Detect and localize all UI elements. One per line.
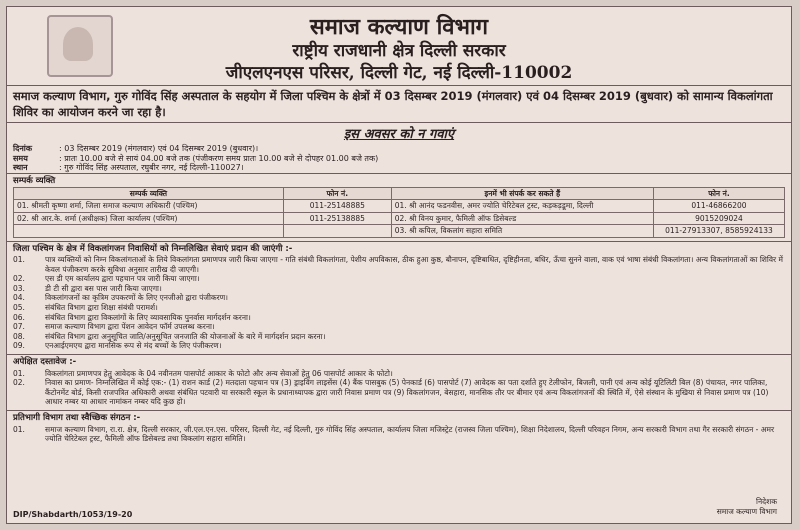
item-text: पात्र व्यक्तियों को निम्न विकलांगताओं के लिये विकलांगता प्रमाणपत्र जारी किया जाएगा - गति संबंधी विकलांगता, पेशीय अपविकास, ठीक हुआ कुष्ठ, बौनापन, दृष्टिबाधित, दृष्टिहीनता, बधिर, ऊँचा सुनने वाला, वाक एवं भाषा संबंधी विकलांगता। अन्य विकलांगताओं का शिविर में केवल पंजीकरण करके सुविधा अनुसार तारीख दी जाएगी। (45, 255, 783, 274)
item-text: निवास का प्रमाण- निम्नलिखित में कोई एक:- (1) राशन कार्ड (2) मतदाता पहचान पत्र (3) ड्राइविंग लाइसेंस (4) बैंक पासबुक (5) पेनकार्ड (6) पासपोर्ट (7) आवेदक का पता दर्शाते हुए टेलीफोन, बिजली, पानी एवं अन्य कोई यूटिलिटी बिल (8) पंचायत, नगर पालिका, कैंटोनमेंट बोर्ड, किसी राजपत्रित अधिकारी अथवा संबंधित पटवारी या सरकारी स्कूल के प्रधानाध्यापक द्वारा जारी निवास प्रमाण पत्र (9) विकलांगजन, बेसहारा, मानसिक तौर पर बीमार एवं अन्य विकलांगजनों की स्थिति में, ऐसे संस्थान के मुखिया से निवास प्रमाण पत्र (10) आधार नम्बर या आधार नामांकन नम्बर यदि कुछ हो। (45, 378, 769, 407)
time-row (13, 154, 785, 164)
item-text: डी टी सी द्वारा बस पास जारी किया जाएगा। (45, 283, 162, 293)
table-cell: 011-27913307, 8585924133 (653, 225, 784, 238)
camp-details (7, 144, 791, 174)
table-cell: 01. श्रीमती कृष्णा शर्मा, जिला समाज कल्याण अधिकारी (पश्चिम) (14, 200, 284, 213)
list-item (13, 332, 785, 342)
services-title: जिला पश्चिम के क्षेत्र में विकलांगजन निवासियों को निम्नलिखित सेवाएं प्रदान की जाएंगी :- (13, 243, 293, 254)
table-cell: 02. श्री आर.के. शर्मा (अधीक्षक) जिला कार्यालय (पश्चिम) (14, 212, 284, 225)
list-item (13, 369, 785, 379)
intro-text: समाज कल्याण विभाग, गुरु गोविंद सिंह अस्पताल के सहयोग में जिला पश्चिम के क्षेत्रों में 03 दिसम्बर 2019 (मंगलवार) एवं 04 दिसम्बर 2019 (बुधवार) को सामान्य विकलांगता शिविर का आयोजन करने जा रहा है। (7, 86, 791, 123)
item-number: 04. (13, 293, 25, 303)
contact-table (13, 187, 785, 238)
date-label: दिनांक (13, 144, 32, 153)
item-text: संबंधित विभाग द्वारा अनुसूचित जाति/अनुसूचित जनजाति की योजनाओं के बारे में मार्गदर्शन प्रदान करना। (45, 331, 326, 341)
list-item (13, 293, 785, 303)
venue-value: : गुरु गोविंद सिंह अस्पताल, रघुबीर नगर, नई दिल्ली-110027। (59, 163, 244, 172)
banner-slogan: इस अवसर को न गवाएं (343, 127, 455, 142)
table-cell (14, 225, 284, 238)
item-text: समाज कल्याण विभाग, रा.रा. क्षेत्र, दिल्ली सरकार, जी.एल.एन.एस. परिसर, दिल्ली गेट, नई दिल्ली, गुरु गोविंद सिंह अस्पताल, कार्यालय जिला मजिस्ट्रेट (राजस्व जिला पश्चिम), शिक्षा निदेशालय, दिल्ली परिवहन निगम, अन्य सरकारी विभाग तथा गैर सरकारी संगठन - अमर ज्योति चेरिटेबल ट्रस्ट, फैमिली ऑफ डिसेबल्ड तथा विकलांग सहारा समिति। (45, 424, 775, 444)
list-item (13, 313, 785, 323)
list-item (13, 274, 785, 284)
header (7, 7, 791, 86)
time-label: समय (13, 153, 28, 163)
table-cell: 03. श्री कपिल, विकलांग सहारा समिति (391, 225, 653, 238)
item-text: संबंधित विभाग द्वारा शिक्षा संबंधी परामर्श। (45, 303, 158, 313)
department-title: समाज कल्याण विभाग (309, 14, 489, 40)
table-cell: 02. श्री विनय कुमार, फैमिली ऑफ डिसेबल्ड (391, 212, 653, 225)
services-section (7, 241, 791, 352)
contact-heading: सम्पर्क व्यक्ति (13, 175, 56, 186)
item-number: 01. (13, 368, 25, 378)
item-number: 03. (13, 283, 25, 293)
organizations-title: प्रतिभागी विभाग तथा स्वैच्छिक संगठन :- (13, 413, 141, 423)
item-number: 08. (13, 331, 25, 341)
list-item (13, 425, 785, 444)
col-contact-person: सम्पर्क व्यक्ति (14, 187, 284, 200)
table-cell: 9015209024 (653, 212, 784, 225)
col-phone-1: फोन नं. (283, 187, 391, 200)
item-number: 07. (13, 322, 25, 332)
contact-table-header (14, 187, 785, 200)
date-row (13, 144, 785, 154)
item-number: 01. (13, 424, 25, 434)
table-cell (283, 225, 391, 238)
list-item (13, 341, 785, 351)
table-row (14, 225, 785, 238)
venue-label: स्थान (13, 163, 28, 172)
list-item (13, 303, 785, 313)
item-text: विकलांगता प्रमाणपत्र हेतु आवेदक के 04 नवीनतम पासपोर्ट आकार के फोटो और अन्य सेवाओं हेतु 06 पासपोर्ट आकार के फोटो। (45, 368, 393, 378)
footer (13, 483, 785, 519)
dip-code: DIP/Shabdarth/1053/19-20 (13, 510, 133, 519)
government-name: राष्ट्रीय राजधानी क्षेत्र दिल्ली सरकार (292, 41, 506, 61)
item-text: संबंधित विभाग द्वारा विकलांगों के लिए व्यावसायिक पुनर्वास मार्गदर्शन करना। (45, 312, 251, 322)
table-cell: 011-46866200 (653, 200, 784, 213)
date-value: : 03 दिसम्बर 2019 (मंगलवार) एवं 04 दिसम्बर 2019 (बुधवार)। (59, 144, 259, 153)
item-text: विकलांगजनों का कृत्रिम उपकरणों के लिए एनजीओ द्वारा पंजीकरण। (45, 293, 229, 303)
table-cell: 011-25138885 (283, 212, 391, 225)
item-number: 02. (13, 378, 25, 388)
table-row (14, 200, 785, 213)
item-number: 02. (13, 274, 25, 284)
list-item (13, 255, 785, 274)
item-text: एस डी एम कार्यालय द्वारा पहचान पत्र जारी किया जाएगा। (45, 274, 200, 284)
list-item (13, 322, 785, 332)
col-alt-contact: इनमें भी संपर्क कर सकते हैं (391, 187, 653, 200)
time-value: : प्रातः 10.00 बजे से सायं 04.00 बजे तक (पंजीकरण समय प्रातः 10.00 बजे से दोपहर 01.00 बजे तक) (59, 153, 379, 163)
table-cell: 01. श्री आनंद फडनवीस, अमर ज्योति चेरिटेबल ट्रस्ट, कड़कड़डूमा, दिल्ली (391, 200, 653, 213)
item-number: 05. (13, 303, 25, 313)
table-cell: 011-25148885 (283, 200, 391, 213)
item-number: 09. (13, 341, 25, 351)
table-row (14, 212, 785, 225)
signature-block (717, 497, 777, 517)
documents-title: अपेक्षित दस्तावेज :- (13, 357, 77, 368)
list-item (13, 378, 785, 407)
item-text: समाज कल्याण विभाग द्वारा पेंशन आवेदन फॉर्म उपलब्ध करना। (45, 322, 215, 332)
item-text: एनआईएमएच द्वारा मानसिक रूप से मंद बच्चों के लिए पंजीकरण। (45, 341, 222, 351)
signatory-title: निदेशक (756, 497, 777, 506)
col-phone-2: फोन नं. (653, 187, 784, 200)
advertisement (6, 6, 792, 524)
signatory-department: समाज कल्याण विभाग (716, 507, 777, 516)
list-item (13, 284, 785, 294)
department-address: जीएलएनएस परिसर, दिल्ली गेट, नई दिल्ली-110002 (225, 63, 573, 83)
documents-section (7, 354, 791, 407)
venue-row (13, 163, 785, 173)
item-number: 06. (13, 312, 25, 322)
organizations-section (7, 410, 791, 444)
item-number: 01. (13, 255, 25, 265)
